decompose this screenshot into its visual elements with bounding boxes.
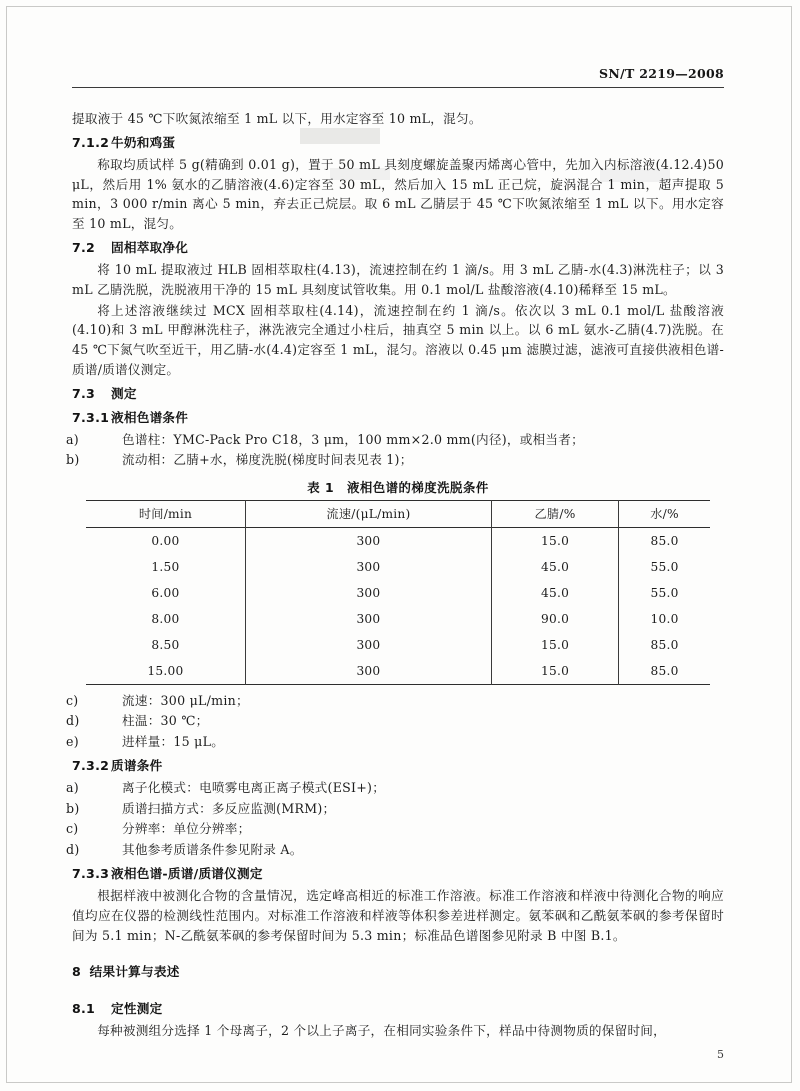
list-text: 分辨率：单位分辨率； <box>122 821 251 837</box>
paragraph-7-3-3: 根据样液中被测化合物的含量情况，选定峰高相近的标准工作溶液。标准工作溶液和样液中待测化合物的响应值均应在仪器的检测线性范围内。对标准工作溶液和样液等体积参差进样测定。氨苯砜和乙酰氨苯砜的参考保留时间为 5.1 min；N-乙酰氨苯砜的参考保留时间为 5.3 min；标准品色谱图参见附录 B 中图 B.1。 <box>72 888 724 943</box>
list-item <box>66 732 724 753</box>
paragraph-7-2-2: 将上述溶液继续过 MCX 固相萃取柱(4.14)，流速控制在约 1 滴/s。依次以 3 mL 0.1 mol/L 盐酸溶液(4.10)和 3 mL 甲醇淋洗柱子，淋洗液完全通过小柱后，抽真空 5 min 以上。以 6 mL 氨水-乙腈(4.7)洗脱。在 45 ℃下氮气吹至近干，用乙腈-水(4.4)定容至 1 mL，混匀。溶液以 0.45 μm 滤膜过滤，滤液可直接供液相色谱-质谱/质谱仪测定。 <box>72 302 724 377</box>
list-text: 色谱柱：YMC-Pack Pro C18，3 μm，100 mm×2.0 mm(内径)，或相当者； <box>122 431 584 447</box>
heading-number: 7.3.3 <box>72 866 110 882</box>
heading-number: 7.2 <box>72 239 96 255</box>
list-marker: d) <box>66 841 80 857</box>
list-marker: b) <box>66 800 80 816</box>
heading-title: 质谱条件 <box>111 758 163 774</box>
column-header-flow-rate: 流速/(μL/min) <box>245 500 491 527</box>
column-header-time: 时间/min <box>86 500 245 527</box>
cell-acetonitrile: 15.0 <box>491 632 618 658</box>
cell-water: 85.0 <box>619 658 710 685</box>
cell-acetonitrile: 15.0 <box>491 658 618 685</box>
table-row <box>86 554 710 580</box>
list-item <box>66 819 724 840</box>
cell-time: 8.50 <box>86 632 245 658</box>
standard-code-header: SN/T 2219—2008 <box>599 66 724 81</box>
cell-time: 1.50 <box>86 554 245 580</box>
heading-7-1-2 <box>72 132 724 153</box>
list-marker: a) <box>66 431 79 447</box>
page-content <box>66 66 724 1041</box>
cell-flow-rate: 300 <box>245 580 491 606</box>
heading-number: 7.1.2 <box>72 134 110 150</box>
list-marker: d) <box>66 713 80 729</box>
cell-acetonitrile: 45.0 <box>491 554 618 580</box>
spacer <box>72 947 724 958</box>
list-item <box>66 711 724 732</box>
list-text: 质谱扫描方式：多反应监测(MRM)； <box>122 800 336 816</box>
table-row <box>86 527 710 554</box>
heading-title: 定性测定 <box>111 1000 163 1016</box>
heading-number: 7.3.1 <box>72 409 110 425</box>
paragraph-7-2-1: 将 10 mL 提取液过 HLB 固相萃取柱(4.13)，流速控制在约 1 滴/s。用 3 mL 乙腈-水(4.3)淋洗柱子；以 3 mL 乙腈洗脱，洗脱液用干净的 15 mL 具刻度试管收集。用 0.1 mol/L 盐酸溶液(4.10)稀释至 15 mL。 <box>72 261 724 297</box>
list-text: 离子化模式：电喷雾电离正离子模式(ESI+)； <box>122 780 386 796</box>
heading-7-2 <box>72 237 724 258</box>
cell-water: 85.0 <box>619 527 710 554</box>
header-divider <box>72 87 724 88</box>
list-text: 流动相：乙腈+水，梯度洗脱(梯度时间表见表 1)； <box>122 452 413 468</box>
list-text: 柱温：30 ℃； <box>122 713 209 729</box>
column-header-acetonitrile: 乙腈/% <box>491 500 618 527</box>
list-item <box>66 778 724 799</box>
gradient-elution-table <box>86 500 710 685</box>
heading-number: 8 <box>72 963 82 979</box>
heading-8 <box>72 961 724 982</box>
cell-acetonitrile: 45.0 <box>491 580 618 606</box>
list-marker: c) <box>66 821 79 837</box>
heading-title: 结果计算与表述 <box>89 963 180 979</box>
cell-flow-rate: 300 <box>245 527 491 554</box>
list-text: 进样量：15 μL。 <box>122 733 225 749</box>
list-item <box>66 840 724 861</box>
list-item <box>66 450 724 471</box>
cell-water: 55.0 <box>619 580 710 606</box>
heading-title: 测定 <box>111 385 137 401</box>
table-header-row <box>86 500 710 527</box>
cell-time: 6.00 <box>86 580 245 606</box>
list-item <box>66 430 724 451</box>
column-header-water: 水/% <box>619 500 710 527</box>
cell-time: 8.00 <box>86 606 245 632</box>
heading-title: 液相色谱条件 <box>111 409 189 425</box>
cell-water: 10.0 <box>619 606 710 632</box>
table-row <box>86 658 710 685</box>
page-number: 5 <box>717 1048 724 1061</box>
cell-water: 85.0 <box>619 632 710 658</box>
page-footer <box>72 1048 724 1061</box>
heading-title: 牛奶和鸡蛋 <box>111 134 176 150</box>
list-marker: c) <box>66 692 79 708</box>
cell-time: 15.00 <box>86 658 245 685</box>
paragraph-8-1: 每种被测组分选择 1 个母离子，2 个以上子离子，在相同实验条件下，样品中待测物质的保留时间， <box>97 1022 667 1038</box>
heading-title: 液相色谱-质谱/质谱仪测定 <box>111 866 263 882</box>
heading-7-3 <box>72 383 724 404</box>
list-marker: a) <box>66 780 79 796</box>
heading-number: 7.3.2 <box>72 758 110 774</box>
cell-flow-rate: 300 <box>245 554 491 580</box>
list-marker: b) <box>66 452 80 468</box>
list-text: 流速：300 μL/min； <box>122 692 249 708</box>
heading-7-3-3 <box>72 863 724 884</box>
cell-time: 0.00 <box>86 527 245 554</box>
spacer <box>72 984 724 995</box>
cell-flow-rate: 300 <box>245 658 491 685</box>
cell-water: 55.0 <box>619 554 710 580</box>
heading-8-1 <box>72 998 724 1019</box>
cell-flow-rate: 300 <box>245 606 491 632</box>
cell-acetonitrile: 90.0 <box>491 606 618 632</box>
table-caption: 表 1 液相色谱的梯度洗脱条件 <box>307 479 489 495</box>
list-marker: e) <box>66 733 79 749</box>
paragraph-7-1-2: 称取均质试样 5 g(精确到 0.01 g)，置于 50 mL 具刻度螺旋盖聚丙烯离心管中，先加入内标溶液(4.12.4)50 μL，然后用 1% 氨水的乙腈溶液(4.6)定容至 30 mL，然后加入 15 mL 正己烷，旋涡混合 1 min，超声提取 5 min，3 000 r/min 离心 5 min，弃去正己烷层。取 6 mL 乙腈层于 45 ℃下吹氮浓缩至 1 mL 以下。用水定容至 10 mL，混匀。 <box>72 156 724 232</box>
table-row <box>86 632 710 658</box>
opening-paragraph: 提取液于 45 ℃下吹氮浓缩至 1 mL 以下，用水定容至 10 mL，混匀。 <box>72 111 482 126</box>
heading-number: 8.1 <box>72 1000 96 1016</box>
heading-number: 7.3 <box>72 385 96 401</box>
heading-7-3-2 <box>72 755 724 776</box>
cell-acetonitrile: 15.0 <box>491 527 618 554</box>
heading-7-3-1 <box>72 407 724 428</box>
list-item <box>66 799 724 820</box>
cell-flow-rate: 300 <box>245 632 491 658</box>
table-row <box>86 606 710 632</box>
heading-title: 固相萃取净化 <box>111 239 189 255</box>
list-text: 其他参考质谱条件参见附录 A。 <box>122 841 303 857</box>
table-row <box>86 580 710 606</box>
list-item <box>66 691 724 712</box>
